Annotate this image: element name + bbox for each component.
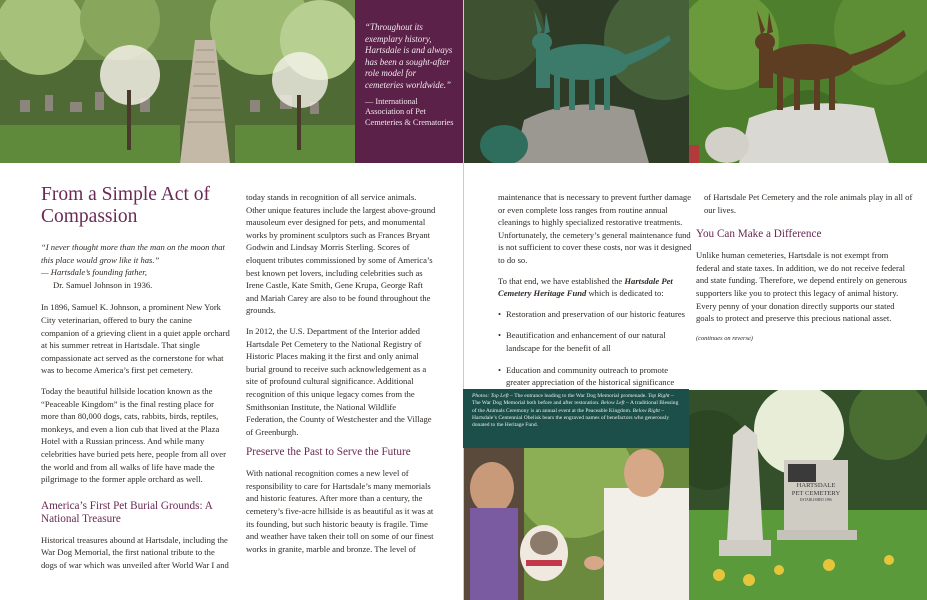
war-dog-memorial-before-photo [464, 0, 689, 163]
section-heading-make-difference: You Can Make a Difference [696, 228, 822, 241]
photo-captions [463, 389, 689, 448]
pull-quote-box [355, 0, 463, 163]
paragraph-history: In 1896, Samuel K. Johnson, a prominent New York City veterinarian, offered to bury the canine companion of a grieving client in a quiet apple orchard at his summer retreat in Hartsdale. That single compassionate act served as the cornerstone for what was to become America’s first pet cemetery. [41, 302, 230, 376]
caption-top-right-label: Top Right [648, 393, 670, 399]
heritage-fund-intro: To that end, we have established the [498, 275, 625, 286]
right-page [464, 0, 927, 600]
centennial-obelisk-photo [689, 390, 927, 600]
epigraph-attribution-line2: Dr. Samuel Johnson in 1936. [53, 279, 153, 290]
epigraph-quote: “I never thought more than the man on the moon that this place would grow like it has.” [41, 242, 225, 265]
left-column-2 [246, 191, 436, 563]
caption-below-right-label: Below Right [632, 407, 660, 414]
right-column-1 [498, 191, 694, 398]
caption-below-left-label: Below Left [600, 400, 625, 407]
caption-top-left: – The entrance leading to the War Dog Memorial promenade. [508, 393, 648, 399]
left-column-1 [41, 184, 231, 579]
monument-line-1: HARTSDALE [796, 482, 836, 489]
cemetery-entrance-photo [0, 0, 355, 163]
war-dog-memorial-after-photo [689, 0, 927, 163]
section-heading-national-treasure: America’s First Pet Burial Grounds: A National Treasure [41, 499, 213, 525]
pull-quote-text: “Throughout its exemplary history, Hartsdale is and always has been a sought-after role model for cemeteries worldwide.” [365, 22, 453, 90]
monument-line-3: ESTABLISHED 1896 [800, 498, 832, 502]
paragraph-maintenance: maintenance that is necessary to prevent further damage or even complete loss ranges from routine annual cleanings to highly specialized restorative treatments. Unfortunately, the cemetery’s general maintenance fund is not sufficient to cover these costs, nor was it designed to do so. [498, 192, 692, 265]
epigraph-attribution-line1: — Hartsdale’s founding father, [41, 267, 147, 278]
paragraph-peaceable-kingdom: Today the beautiful hillside location known as the “Peaceable Kingdom” is the final resting place for more than 80,000 dogs, cats, rabbits, birds, reptiles, monkeys, and even a lion cub that lived at the Plaza Hotel with a Russian princess. And while many celebrities have buried pets here, people from all over the world and from all walks of life have made the pilgrimage to the former apple orchard as well. [41, 385, 226, 485]
paragraph-responsibility: With national recognition comes a new level of responsibility to care for Hartsdale’s many memorials and historic features. After more than a century, the cemetery’s five-acre hillside is as beautiful as it was at its founding, but such historic beauty is fragile. Time and weather have taken their toll on some of our finest works in granite, marble and bronze. The level of [246, 468, 434, 554]
paragraph-national-registry: In 2012, the U.S. Department of the Interior added Hartsdale Pet Cemetery to the National Registry of Historic Places making it the first and only animal burial ground to receive such acknowledgement as a site of profound cultural significance. Additional recognition of this unique legacy comes from the Smithsonian Institute, the National Wildlife Federation, the County of Westchester and the Village of Greenburgh. [246, 325, 432, 437]
left-page [0, 0, 463, 600]
pull-quote-attribution: — International Association of Pet Cemeteries & Crematories [365, 97, 454, 127]
heritage-fund-outro: which is dedicated to: [586, 288, 664, 299]
heritage-fund-name: Hartsdale Pet Cemetery Heritage Fund [498, 275, 673, 299]
continues-note: (continues on reverse) [696, 334, 753, 342]
monument-inscription [784, 482, 848, 503]
paragraph-heritage-fund [498, 275, 694, 300]
bullet-icon: • [498, 330, 502, 341]
bullet-icon: • [498, 364, 502, 375]
list-item: • Beautification and enhancement of our natural landscape for the benefit of all [498, 330, 666, 353]
right-column-2 [696, 191, 914, 353]
paragraph-features: today stands in recognition of all service animals. Other unique features include the largest above-ground mausoleum ever designed for pets, and monumental works by prominent sculptors such as Frances Bryant Godwin and Lindsay Morris Sterling. Scores of eloquent tributes commissioned by some of America’s best known pet lovers, including celebrities such as Irene Castle, Kate Smith, Gene Krupa, George Raft and Mariah Carey are also to be found throughout the grounds. [246, 192, 436, 316]
blessing-ceremony-photo [464, 448, 689, 600]
paragraph-continued: of Hartsdale Pet Cemetery and the role animals play in all of our lives. [704, 192, 913, 215]
caption-below-left: – A traditional Blessing of the Animals Ceremony is an annual event at the Peaceable Kingdom. [472, 400, 679, 414]
list-item: • Education and community outreach to promote greater appreciation of the historical significance [498, 364, 675, 388]
caption-below-right: – Hartsdale’s Centennial Obelisk bears the engraved names of benefactors who generously donated to the Heritage Fund. [472, 407, 670, 429]
list-item: • Restoration and preservation of our historic features [498, 308, 685, 319]
caption-top-right: – The War Dog Memorial both before and after restoration. [472, 393, 674, 407]
monument-line-2: PET CEMETERY [791, 490, 841, 497]
paragraph-donation: Unlike human cemeteries, Hartsdale is not exempt from federal and state taxes. In addition, we do not receive federal and state funding. Therefore, we depend entirely on generous supporters like you to protect this legacy of animal history. Every penny of your donation directly supports our stated goals to protect and preserve this precious national asset. [696, 250, 907, 324]
caption-top-left-label: Photos: Top Left [472, 393, 509, 399]
section-heading-preserve: Preserve the Past to Serve the Future [246, 446, 411, 459]
page-title: From a Simple Act of Compassion [41, 184, 210, 227]
heritage-fund-goals-list [498, 308, 694, 389]
bullet-icon: • [498, 308, 502, 319]
paragraph-historical-treasures: Historical treasures abound at Hartsdale, including the War Dog Memorial, the first national tribute to the dogs of war which was unveiled after World War I and [41, 534, 229, 570]
